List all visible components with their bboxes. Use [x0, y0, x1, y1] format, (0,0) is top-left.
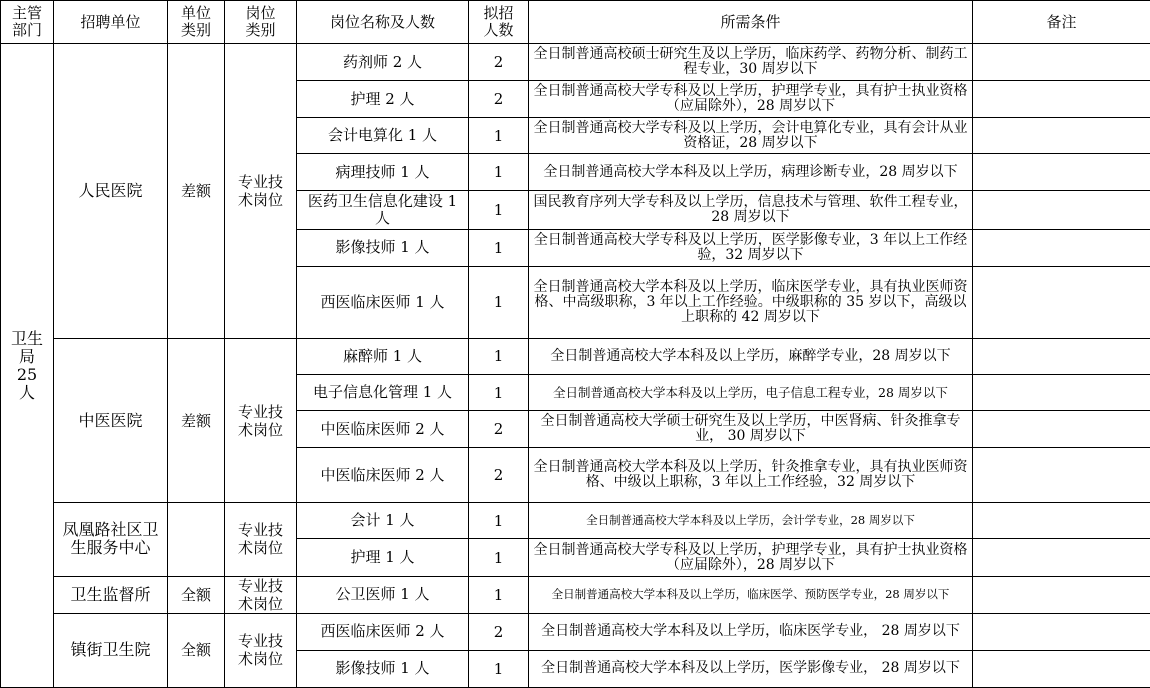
post-count: 2	[469, 44, 529, 81]
post-remark	[973, 613, 1150, 650]
unit-name: 人民医院	[54, 44, 168, 339]
post-name: 中医临床医师 2 人	[297, 448, 469, 503]
post-name: 影像技师 1 人	[297, 229, 469, 266]
post-remark	[973, 576, 1150, 613]
header-post-name: 岗位名称及人数	[297, 1, 469, 44]
post-count: 2	[469, 448, 529, 503]
unit-type: 全额	[168, 613, 225, 687]
post-count: 1	[469, 154, 529, 191]
post-remark	[973, 229, 1150, 266]
post-count: 1	[469, 191, 529, 229]
post-name: 药剂师 2 人	[297, 44, 469, 81]
post-count: 1	[469, 503, 529, 539]
post-count: 1	[469, 539, 529, 576]
post-type: 专业技术岗位	[225, 44, 297, 339]
header-post-type: 岗位类别	[225, 1, 297, 44]
unit-name: 镇街卫生院	[54, 613, 168, 687]
post-name: 麻醉师 1 人	[297, 338, 469, 374]
post-count: 2	[469, 613, 529, 650]
post-name: 病理技师 1 人	[297, 154, 469, 191]
unit-type: 差额	[168, 338, 225, 502]
post-remark	[973, 411, 1150, 448]
post-remark	[973, 503, 1150, 539]
post-remark	[973, 266, 1150, 338]
post-conditions: 全日制普通高校大学本科及以上学历，麻醉学专业，28 周岁以下	[529, 338, 973, 374]
post-conditions: 全日制普通高校大学硕士研究生及以上学历，中医肾病、针灸推拿专业， 30 周岁以下	[529, 411, 973, 448]
post-remark	[973, 650, 1150, 687]
unit-type	[168, 503, 225, 576]
post-conditions: 全日制普通高校大学本科及以上学历，临床医学专业，具有执业医师资格、中高级职称，3 年以上工作经验。中级职称的 35 岁以下，高级以上职称的 42 周岁以下	[529, 266, 973, 338]
table-row	[1, 44, 1150, 81]
post-conditions: 全日制普通高校大学专科及以上学历，护理学专业，具有护士执业资格（应届除外），28 周岁以下	[529, 81, 973, 118]
post-name: 公卫医师 1 人	[297, 576, 469, 613]
post-conditions: 全日制普通高校大学专科及以上学历，护理学专业，具有护士执业资格（应届除外），28 周岁以下	[529, 539, 973, 576]
post-name: 西医临床医师 2 人	[297, 613, 469, 650]
post-name: 西医临床医师 1 人	[297, 266, 469, 338]
post-name: 护理 1 人	[297, 539, 469, 576]
header-count: 拟招人数	[469, 1, 529, 44]
unit-type: 全额	[168, 576, 225, 613]
post-conditions: 全日制普通高校大学本科及以上学历，电子信息工程专业，28 周岁以下	[529, 374, 973, 410]
post-name: 中医临床医师 2 人	[297, 411, 469, 448]
post-count: 1	[469, 576, 529, 613]
post-name: 电子信息化管理 1 人	[297, 374, 469, 410]
post-count: 1	[469, 338, 529, 374]
unit-name: 凤凰路社区卫生服务中心	[54, 503, 168, 576]
post-name: 影像技师 1 人	[297, 650, 469, 687]
post-remark	[973, 81, 1150, 118]
unit-name: 中医医院	[54, 338, 168, 502]
header-unit: 招聘单位	[54, 1, 168, 44]
post-count: 1	[469, 229, 529, 266]
post-type: 专业技术岗位	[225, 613, 297, 687]
header-dept: 主管部门	[1, 1, 54, 44]
table-row	[1, 613, 1150, 650]
dept-cell: 卫生局25人	[1, 44, 54, 688]
post-type: 专业技术岗位	[225, 503, 297, 576]
post-remark	[973, 539, 1150, 576]
post-type: 专业技术岗位	[225, 576, 297, 613]
post-conditions: 全日制普通高校大学本科及以上学历，针灸推拿专业，具有执业医师资格、中级以上职称，3 年以上工作经验，32 周岁以下	[529, 448, 973, 503]
post-count: 2	[469, 81, 529, 118]
table-row	[1, 576, 1150, 613]
header-row	[1, 1, 1150, 44]
post-remark	[973, 118, 1150, 154]
post-conditions: 全日制普通高校大学本科及以上学历，临床医学、预防医学专业，28 周岁以下	[529, 576, 973, 613]
post-name: 医药卫生信息化建设 1 人	[297, 191, 469, 229]
header-remark: 备注	[973, 1, 1150, 44]
post-conditions: 全日制普通高校大学专科及以上学历，医学影像专业，3 年以上工作经验，32 周岁以下	[529, 229, 973, 266]
post-type: 专业技术岗位	[225, 338, 297, 502]
post-remark	[973, 44, 1150, 81]
post-name: 会计 1 人	[297, 503, 469, 539]
post-remark	[973, 338, 1150, 374]
unit-type: 差额	[168, 44, 225, 339]
post-conditions: 国民教育序列大学专科及以上学历，信息技术与管理、软件工程专业，28 周岁以下	[529, 191, 973, 229]
post-count: 1	[469, 118, 529, 154]
post-name: 会计电算化 1 人	[297, 118, 469, 154]
post-name: 护理 2 人	[297, 81, 469, 118]
post-remark	[973, 374, 1150, 410]
post-count: 1	[469, 650, 529, 687]
unit-name: 卫生监督所	[54, 576, 168, 613]
post-count: 1	[469, 374, 529, 410]
post-conditions: 全日制普通高校大学本科及以上学历，医学影像专业， 28 周岁以下	[529, 650, 973, 687]
post-conditions: 全日制普通高校硕士研究生及以上学历，临床药学、药物分析、制药工程专业，30 周岁以下	[529, 44, 973, 81]
header-unit-type: 单位类别	[168, 1, 225, 44]
table-row	[1, 503, 1150, 539]
post-count: 1	[469, 266, 529, 338]
table-row	[1, 338, 1150, 374]
post-remark	[973, 191, 1150, 229]
header-conditions: 所需条件	[529, 1, 973, 44]
post-remark	[973, 448, 1150, 503]
post-count: 2	[469, 411, 529, 448]
post-conditions: 全日制普通高校大学本科及以上学历，临床医学专业， 28 周岁以下	[529, 613, 973, 650]
post-conditions: 全日制普通高校大学专科及以上学历，会计电算化专业，具有会计从业资格证，28 周岁以下	[529, 118, 973, 154]
post-remark	[973, 154, 1150, 191]
post-conditions: 全日制普通高校大学本科及以上学历，会计学专业，28 周岁以下	[529, 503, 973, 539]
post-conditions: 全日制普通高校大学本科及以上学历，病理诊断专业，28 周岁以下	[529, 154, 973, 191]
